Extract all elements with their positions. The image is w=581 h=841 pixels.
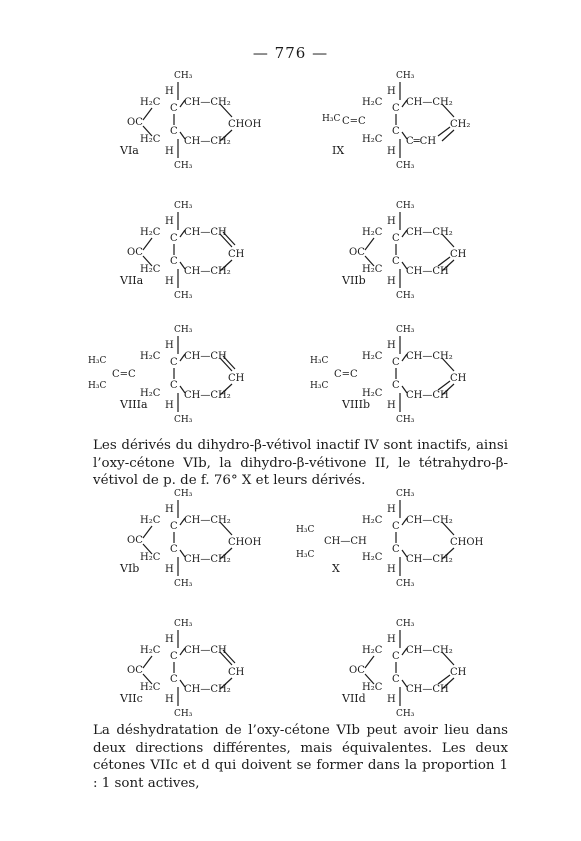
carbonyl: OC [349,247,365,258]
structure-X [296,489,484,589]
carbon-bottom: C [392,544,400,555]
methylene-top: H₂C [140,645,161,656]
methylene-bottom: H₂C [140,388,161,399]
bond-co-top [143,526,152,538]
methyl-bottom: CH₃ [174,709,193,719]
ring-top-right: CH—CH [184,645,227,656]
carbonyl: OC [127,535,143,546]
methyl-left: H₃C [322,114,341,124]
carbon-top: C [170,521,178,532]
paragraph-inactive-derivatives: Les dérivés du dihydro-β-vétivol inactif IV sont inactifs, ainsi l’oxy-cétone VIb, la dihydro-β-vétivone II, le tétrahydro-β-vétivol de p. de f. 76° X et leurs dérivés. [93,438,508,488]
methyl-lower: H₃C [296,550,315,560]
carbonyl: OC [127,247,143,258]
methyl-bottom: CH₃ [396,709,415,719]
isopropylidene-carbons: C=C [334,369,358,380]
hydrogen-bottom: H [387,276,396,287]
ring-bottom-right: CH—CH₂ [184,136,231,147]
carbon-top: C [392,233,400,244]
ring-bottom-right: CH—CH₂ [406,554,453,565]
hydrogen-bottom: H [165,564,174,575]
methyl-lower: H₃C [310,381,329,391]
carbon-top: C [170,233,178,244]
bond-co-top [143,238,152,250]
methylene-top: H₂C [362,227,383,238]
hydrogen-bottom: H [165,146,174,157]
methyl-bottom: CH₃ [174,579,193,589]
methyl-upper: H₃C [296,525,315,535]
paragraph-dehydration: La déshydratation de l’oxy-cétone VIb peut avoir lieu dans deux directions différentes, mais équivalentes. Les deux cétones VIIc et d qui doivent se former dans la proportion 1 : 1 sont actives, [93,723,508,791]
methyl-top: CH₃ [174,201,193,211]
ring-top-right: CH—CH [184,351,227,362]
carbon-top: C [392,651,400,662]
structure-label: VIa [120,144,139,157]
methyl-bottom: CH₃ [396,161,415,171]
ring-bottom-right: CH—CH₂ [184,554,231,565]
methylene-top: H₂C [362,351,383,362]
methyl-top: CH₃ [396,71,415,81]
methylene-bottom: H₂C [362,552,383,563]
carbon-top: C [170,357,178,368]
ring-right-group: CH [228,373,245,384]
carbon-bottom: C [170,544,178,555]
structure-VIIb [341,201,467,301]
methyl-bottom: CH₃ [396,415,415,425]
isopropylidene-carbons: C=C [112,369,136,380]
isopropyl-group: CH—CH [324,536,367,547]
methyl-upper: H₃C [310,356,329,366]
methyl-top: CH₃ [396,325,415,335]
carbon-bottom: C [392,380,400,391]
structure-label: VIIa [120,274,144,287]
structure-label: VIIIb [342,398,371,411]
hydrogen-top: H [387,504,396,515]
methylene-top: H₂C [140,515,161,526]
methyl-top: CH₃ [174,71,193,81]
structure-IX [322,71,470,171]
carbon-bottom: C [170,256,178,267]
methylene-top: H₂C [140,97,161,108]
carbonyl: OC [349,665,365,676]
ring-top-right: CH—CH₂ [406,97,453,108]
ring-top-right: CH—CH₂ [406,645,453,656]
carbon-top: C [392,357,400,368]
structure-VIb [119,489,262,589]
methylene-bottom: H₂C [140,682,161,693]
bond-co-top [143,108,152,120]
structure-label: VIId [342,692,366,705]
structure-label: VIIIa [120,398,148,411]
methyl-top: CH₃ [174,619,193,629]
methylene-bottom: H₂C [140,264,161,275]
structure-label: VIIc [120,692,143,705]
hydrogen-top: H [387,216,396,227]
ring-bottom-right: CH—CH [406,684,449,695]
ring-right-group: CH [450,373,467,384]
carbon-top: C [392,521,400,532]
ring-right-group: CH [450,667,467,678]
methyl-upper: H₃C [88,356,107,366]
hydrogen-top: H [387,86,396,97]
bond-co-top [143,656,152,668]
hydrogen-top: H [165,340,174,351]
bond-co-top [365,656,374,668]
structure-VIIa [119,201,245,301]
methyl-top: CH₃ [396,619,415,629]
hydrogen-bottom: H [387,694,396,705]
methylene-bottom: H₂C [362,682,383,693]
ring-bottom-right: CH—CH₂ [184,266,231,277]
methyl-bottom: CH₃ [174,161,193,171]
methylene-top: H₂C [362,515,383,526]
ring-top-right: CH—CH₂ [406,227,453,238]
methyl-top: CH₃ [174,489,193,499]
methyl-top: CH₃ [174,325,193,335]
ring-right-group: CH [228,249,245,260]
hydrogen-bottom: H [165,694,174,705]
ring-right-group: CHOH [228,119,262,130]
ring-bottom-right: CH—CH [406,266,449,277]
carbon-bottom: C [170,674,178,685]
methyl-top: CH₃ [396,489,415,499]
ring-bottom-right: C═CH [406,136,437,147]
carbon-bottom: C [392,126,400,137]
structure-label: X [332,562,340,575]
ring-right-group: CH [450,249,467,260]
hydrogen-top: H [165,634,174,645]
structure-VIa [119,71,262,171]
bond-co-top [365,238,374,250]
structure-label: VIIb [342,274,366,287]
ring-top-right: CH—CH₂ [406,351,453,362]
carbon-top: C [170,103,178,114]
structure-label: VIb [120,562,140,575]
hydrogen-top: H [165,86,174,97]
methyl-bottom: CH₃ [174,291,193,301]
page-number: — 776 — [252,44,329,62]
carbon-top: C [170,651,178,662]
structure-VIId [341,619,467,719]
ring-top-right: CH—CH₂ [184,515,231,526]
methylene-bottom: H₂C [362,388,383,399]
structure-label: IX [332,144,345,157]
methyl-top: CH₃ [396,201,415,211]
carbonyl: OC [127,665,143,676]
methyl-lower: H₃C [88,381,107,391]
methylene-top: H₂C [140,227,161,238]
structure-VIIIb [310,325,467,425]
hydrogen-bottom: H [165,276,174,287]
ring-bottom-right: CH—CH₂ [184,684,231,695]
hydrogen-bottom: H [387,564,396,575]
hydrogen-bottom: H [165,400,174,411]
methyl-bottom: CH₃ [396,291,415,301]
methylene-bottom: H₂C [362,134,383,145]
hydrogen-top: H [165,216,174,227]
ring-right-group: CH [228,667,245,678]
structure-VIIc [119,619,245,719]
carbon-bottom: C [170,126,178,137]
methylene-top: H₂C [140,351,161,362]
methylene-top: H₂C [362,97,383,108]
methylene-bottom: H₂C [140,134,161,145]
carbon-bottom: C [170,380,178,391]
methylene-top: H₂C [362,645,383,656]
carbon-bottom: C [392,256,400,267]
ring-top-right: CH—CH₂ [406,515,453,526]
ring-right-group: CHOH [450,537,484,548]
hydrogen-top: H [387,340,396,351]
ring-top-right: CH—CH₂ [184,97,231,108]
ring-top-right: CH—CH [184,227,227,238]
hydrogen-bottom: H [387,146,396,157]
exocyclic-double: C=C [342,116,366,127]
methylene-bottom: H₂C [362,264,383,275]
ring-bottom-right: CH—CH₂ [184,390,231,401]
carbon-bottom: C [392,674,400,685]
methyl-bottom: CH₃ [174,415,193,425]
structure-VIIIa [88,325,245,425]
hydrogen-top: H [387,634,396,645]
ring-right-group: CH₂ [450,119,471,130]
ring-right-group: CHOH [228,537,262,548]
hydrogen-bottom: H [387,400,396,411]
ring-bottom-right: CH—CH [406,390,449,401]
methylene-bottom: H₂C [140,552,161,563]
hydrogen-top: H [165,504,174,515]
carbonyl: OC [127,117,143,128]
methyl-bottom: CH₃ [396,579,415,589]
carbon-top: C [392,103,400,114]
